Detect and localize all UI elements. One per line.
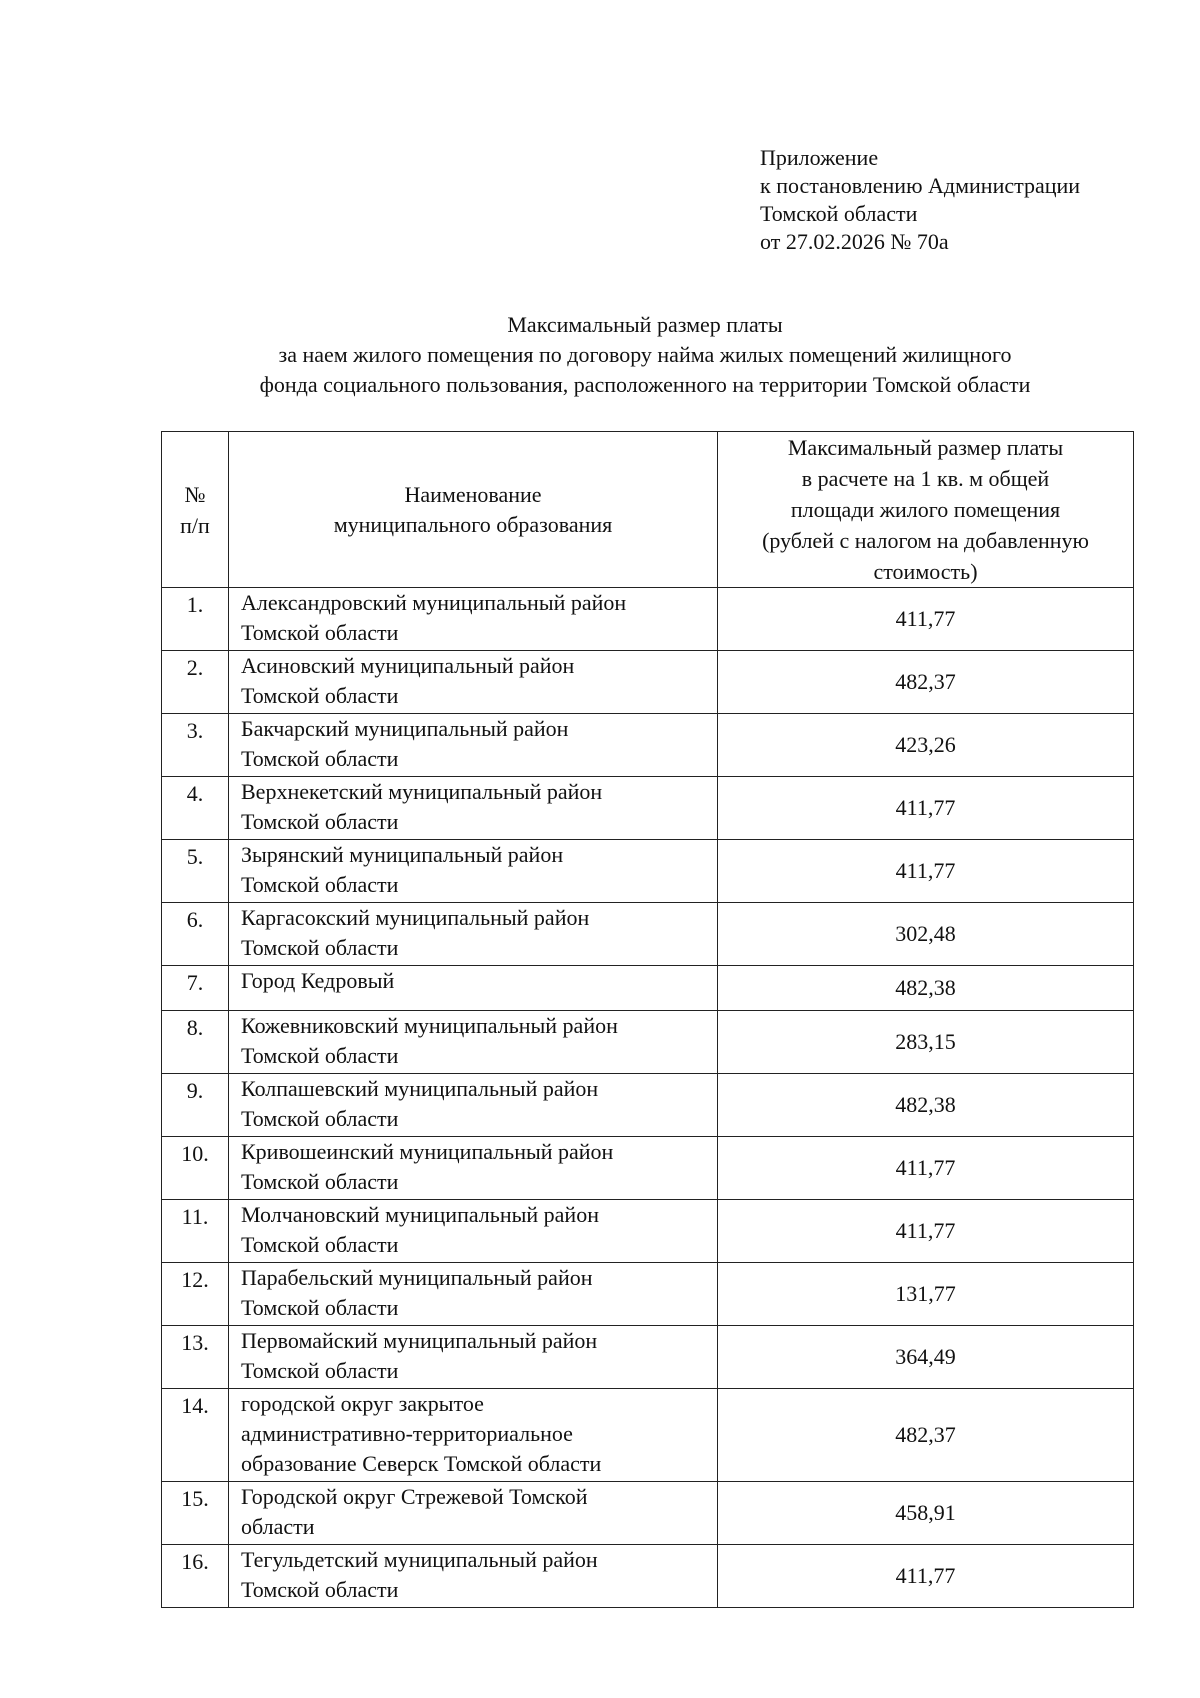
municipality-name — [229, 588, 718, 651]
municipality-name-line: Первомайский муниципальный район — [241, 1328, 598, 1353]
municipality-name — [229, 1482, 718, 1545]
appendix-line: к постановлению Администрации — [760, 173, 1081, 198]
table-row — [162, 1326, 1134, 1389]
municipality-name-line: городской округ закрытое — [241, 1391, 484, 1416]
municipality-name-line: Томской области — [241, 809, 399, 834]
max-fee-value: 411,77 — [718, 777, 1134, 840]
municipality-name-line: Томской области — [241, 620, 399, 645]
municipality-name-line: области — [241, 1514, 315, 1539]
row-number: 7. — [162, 966, 229, 1011]
max-fee-value: 283,15 — [718, 1011, 1134, 1074]
table-row — [162, 1200, 1134, 1263]
row-number: 16. — [162, 1545, 229, 1608]
max-fee-value: 482,38 — [718, 1074, 1134, 1137]
municipality-name-line: Томской области — [241, 1232, 399, 1257]
max-fee-value: 411,77 — [718, 840, 1134, 903]
municipality-name-line: Верхнекетский муниципальный район — [241, 779, 603, 804]
table-row — [162, 1137, 1134, 1200]
municipality-name — [229, 1074, 718, 1137]
header-name — [229, 432, 718, 588]
table-row — [162, 840, 1134, 903]
row-number: 13. — [162, 1326, 229, 1389]
max-fee-value: 482,37 — [718, 651, 1134, 714]
row-number: 2. — [162, 651, 229, 714]
max-fee-value: 423,26 — [718, 714, 1134, 777]
municipality-name — [229, 651, 718, 714]
municipality-name-line: Бакчарский муниципальный район — [241, 716, 569, 741]
table-row — [162, 1545, 1134, 1608]
table-row — [162, 777, 1134, 840]
municipality-name-line: Кожевниковский муниципальный район — [241, 1013, 618, 1038]
row-number: 12. — [162, 1263, 229, 1326]
municipality-name-line: Городской округ Стрежевой Томской — [241, 1484, 588, 1509]
municipality-name-line: Асиновский муниципальный район — [241, 653, 575, 678]
header-number — [162, 432, 229, 588]
table-row — [162, 1263, 1134, 1326]
municipality-name-line: Томской области — [241, 1577, 399, 1602]
municipality-name — [229, 840, 718, 903]
header-name-line: муниципального образования — [333, 511, 613, 537]
municipality-name — [229, 1326, 718, 1389]
fee-table — [161, 431, 1134, 1608]
municipality-name-line: Томской области — [241, 746, 399, 771]
max-fee-value: 458,91 — [718, 1482, 1134, 1545]
municipality-name — [229, 714, 718, 777]
header-value-line: стоимость) — [873, 559, 978, 584]
row-number: 9. — [162, 1074, 229, 1137]
max-fee-value: 482,38 — [718, 966, 1134, 1011]
municipality-name-line: образование Северск Томской области — [241, 1451, 602, 1476]
municipality-name — [229, 777, 718, 840]
document-title — [150, 310, 1140, 400]
municipality-name — [229, 1137, 718, 1200]
row-number: 10. — [162, 1137, 229, 1200]
header-value-line: Максимальный размер платы — [787, 435, 1064, 460]
max-fee-value: 482,37 — [718, 1389, 1134, 1482]
row-number: 11. — [162, 1200, 229, 1263]
title-line: за наем жилого помещения по договору найма жилых помещений жилищного — [278, 342, 1012, 367]
table-row — [162, 1011, 1134, 1074]
appendix-line: Приложение — [760, 145, 879, 170]
municipality-name — [229, 903, 718, 966]
header-number-line: п/п — [180, 512, 210, 538]
header-value — [718, 432, 1134, 588]
table-header-row — [162, 432, 1134, 588]
municipality-name-line: Зырянский муниципальный район — [241, 842, 564, 867]
municipality-name-line: Молчановский муниципальный район — [241, 1202, 599, 1227]
municipality-name — [229, 1545, 718, 1608]
max-fee-value: 411,77 — [718, 1137, 1134, 1200]
municipality-name-line: Томской области — [241, 1358, 399, 1383]
max-fee-value: 131,77 — [718, 1263, 1134, 1326]
appendix-line: Томской области — [760, 201, 918, 226]
row-number: 6. — [162, 903, 229, 966]
municipality-name-line: Александровский муниципальный район — [241, 590, 627, 615]
municipality-name-line: Томской области — [241, 1295, 399, 1320]
table-body — [162, 588, 1134, 1608]
header-number-line: № — [184, 481, 206, 507]
header-name-line: Наименование — [404, 481, 542, 507]
row-number: 14. — [162, 1389, 229, 1482]
header-value-line: площади жилого помещения — [790, 497, 1061, 522]
header-value-line: в расчете на 1 кв. м общей — [801, 466, 1050, 491]
table-row — [162, 966, 1134, 1011]
municipality-name-line: Томской области — [241, 935, 399, 960]
row-number: 1. — [162, 588, 229, 651]
table-row — [162, 714, 1134, 777]
municipality-name-line: Кривошеинский муниципальный район — [241, 1139, 614, 1164]
table-row — [162, 1389, 1134, 1482]
max-fee-value: 411,77 — [718, 588, 1134, 651]
municipality-name-line: Томской области — [241, 683, 399, 708]
municipality-name-line: Томской области — [241, 1106, 399, 1131]
row-number: 15. — [162, 1482, 229, 1545]
table-row — [162, 651, 1134, 714]
title-line: фонда социального пользования, расположенного на территории Томской области — [259, 372, 1031, 397]
title-line: Максимальный размер платы — [507, 312, 783, 337]
table-row — [162, 903, 1134, 966]
appendix-block — [760, 144, 1080, 256]
max-fee-value: 411,77 — [718, 1545, 1134, 1608]
municipality-name — [229, 1263, 718, 1326]
municipality-name-line: административно-территориальное — [241, 1421, 573, 1446]
table-row — [162, 1482, 1134, 1545]
municipality-name-line: Город Кедровый — [241, 968, 395, 993]
municipality-name — [229, 1200, 718, 1263]
max-fee-value: 364,49 — [718, 1326, 1134, 1389]
municipality-name-line: Томской области — [241, 1043, 399, 1068]
municipality-name-line: Томской области — [241, 872, 399, 897]
appendix-date-line: от 27.02.2026 № 70а — [760, 229, 949, 254]
municipality-name-line: Парабельский муниципальный район — [241, 1265, 593, 1290]
max-fee-value: 411,77 — [718, 1200, 1134, 1263]
row-number: 4. — [162, 777, 229, 840]
municipality-name-line: Колпашевский муниципальный район — [241, 1076, 599, 1101]
table-row — [162, 1074, 1134, 1137]
row-number: 3. — [162, 714, 229, 777]
header-value-line: (рублей с налогом на добавленную — [762, 528, 1089, 553]
row-number: 5. — [162, 840, 229, 903]
max-fee-value: 302,48 — [718, 903, 1134, 966]
municipality-name — [229, 1389, 718, 1482]
municipality-name — [229, 966, 718, 1011]
row-number: 8. — [162, 1011, 229, 1074]
municipality-name-line: Тегульдетский муниципальный район — [241, 1547, 598, 1572]
table-row — [162, 588, 1134, 651]
municipality-name-line: Томской области — [241, 1169, 399, 1194]
municipality-name — [229, 1011, 718, 1074]
municipality-name-line: Каргасокский муниципальный район — [241, 905, 590, 930]
